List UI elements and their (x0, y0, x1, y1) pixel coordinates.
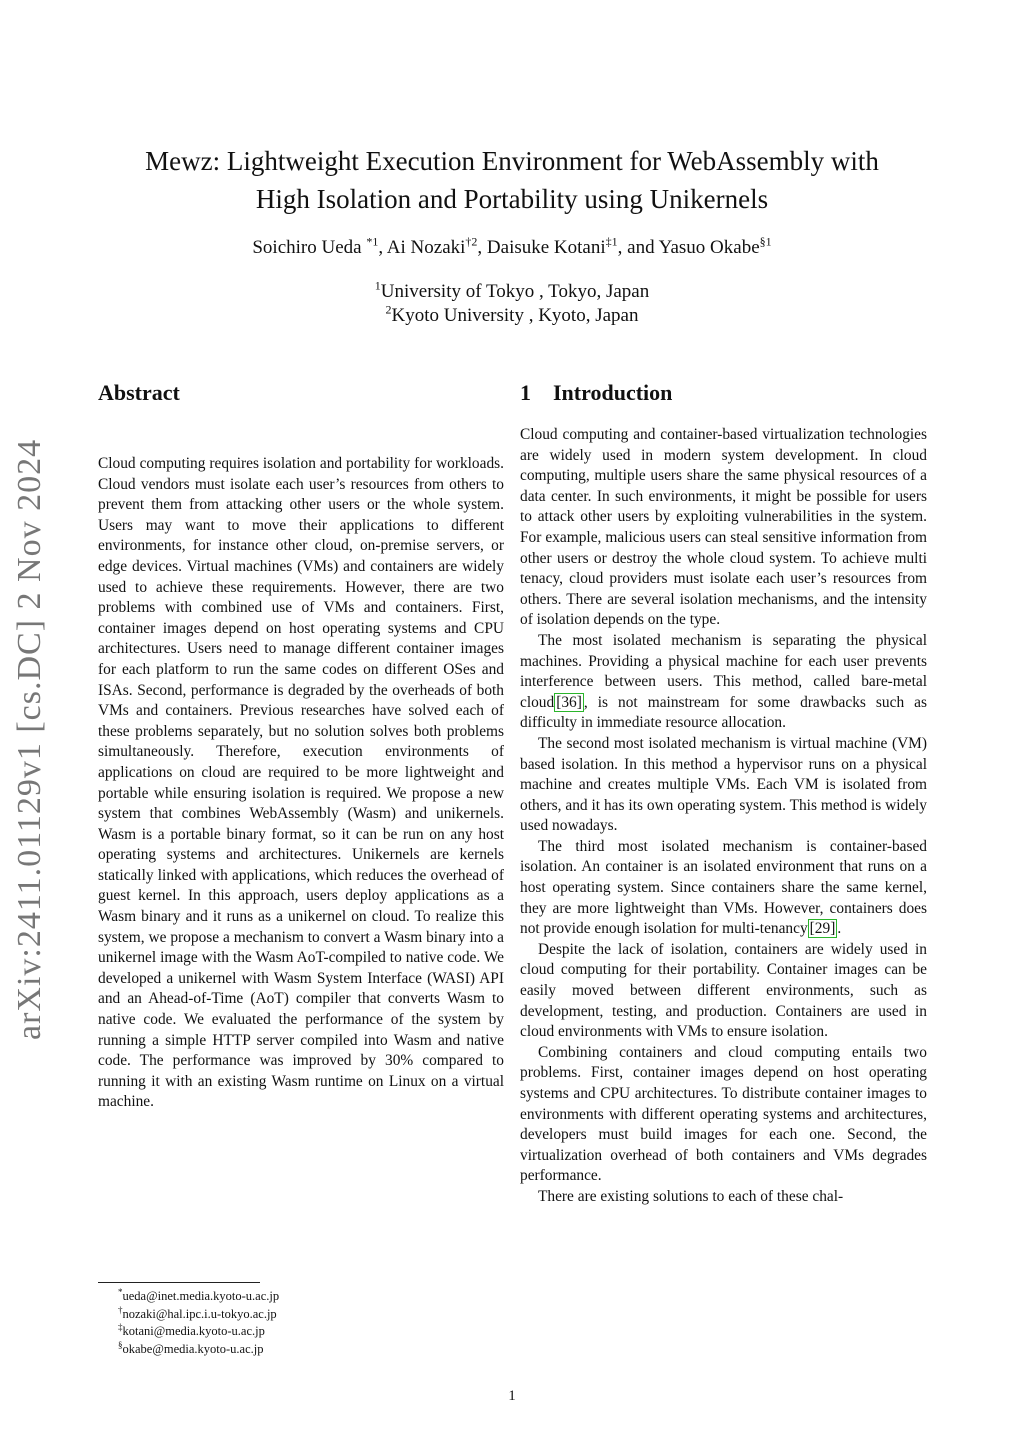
paper-title (90, 142, 934, 218)
author-list (90, 234, 934, 259)
footnote (118, 1341, 279, 1359)
author-name: Yasuo Okabe (658, 237, 760, 258)
author-mark: †2 (465, 234, 478, 249)
footnote-email: okabe@media.kyoto-u.ac.jp (122, 1341, 264, 1356)
intro-paragraph (520, 837, 927, 940)
author-separator: , (378, 237, 387, 258)
citation-link[interactable]: [36] (556, 693, 582, 711)
introduction-body (520, 425, 927, 1208)
intro-paragraph (520, 631, 927, 734)
arxiv-identifier: arXiv:2411.01129v1 [cs.DC] 2 Nov 2024 (11, 438, 48, 1040)
footnote-email: nozaki@hal.ipc.i.u-tokyo.ac.jp (122, 1306, 277, 1321)
affiliation-mark: 1 (374, 278, 381, 293)
affiliation-text: University of Tokyo , Tokyo, Japan (380, 281, 650, 302)
footnote-email: ueda@inet.media.kyoto-u.ac.jp (122, 1289, 280, 1303)
author-conjunction: and (627, 237, 659, 258)
author-mark: §1 (759, 234, 772, 249)
intro-paragraph: There are existing solutions to each of these chal- (538, 1187, 844, 1205)
title-line-2: High Isolation and Portability using Unikernels (255, 184, 769, 214)
intro-text: , is not mainstream for some drawbacks such as difficulty in immediate resource allocation. (520, 693, 927, 732)
intro-paragraph: Combining containers and cloud computing entails two problems. First, container images depend on host operating systems and CPU architectures. To distribute container images to environments with different operating systems and architectures, developers must build images for each one. Second, the virtualization overhead of both containers and VMs degrades performance. (520, 1043, 927, 1185)
abstract-heading: Abstract (98, 380, 180, 405)
affiliation-list (90, 280, 934, 328)
abstract-body (98, 454, 504, 1113)
abstract-paragraph: Cloud computing requires isolation and portability for workloads. Cloud vendors must isolate each user’s resources from others to prevent them from attacking other users or the whole system. Users may want to move their applications to different environments, for instance other cloud, on-premise servers, or edge devices. Virtual machines (VMs) and containers are widely used to achieve these requirements. However, there are two problems with combined use of VMs and containers. First, container images depend on host operating systems and CPU architectures. Users need to manage different container images for each platform to run the same codes on different OSes and ISAs. Second, performance is degraded by the overheads of both VMs and containers. Previous researches have solved each of these problems separately, but no solution solves both problems simultaneously. Therefore, execution environments of applications on cloud are required to be more lightweight and portable while ensuring isolation is required. We propose a new system that combines WebAssembly (Wasm) and unikernels. Wasm is a portable binary format, so it can be run on any host operating systems and architectures. Unikernels are kernels statically linked with applications, which reduces the overhead of guest kernel. In this approach, users deploy applications as a Wasm binary and it runs as a unikernel on cloud. To realize this system, we propose a mechanism to convert a Wasm binary into a unikernel image with the Wasm AoT-compiled to native code. We developed a unikernel with Wasm System Interface (WASI) API and an Ahead-of-Time (AoT) compiler that converts Wasm to native code. We evaluated the performance of the system by running a simple HTTP server compiled into Wasm and native code. The performance was improved by 30% compared to running it with an existing Wasm runtime on Linux on a virtual machine. (98, 455, 504, 1111)
footnote-mark: § (118, 1339, 123, 1350)
arxiv-identifier-sidebar (10, 438, 50, 1040)
introduction-heading (520, 380, 672, 406)
affiliation-mark: 2 (385, 302, 392, 317)
intro-text: The third most isolated mechanism is container-based isolation. An container is an isolated environment that runs on a host operating system. Since containers share the same kernel, they are more lightweight than VMs. However, containers does not provide enough isolation for multi-tenancy (520, 837, 927, 938)
footnote-mark: ‡ (118, 1321, 123, 1332)
intro-paragraph: Cloud computing and container-based virtualization technologies are widely used in modern system development. In cloud computing, multiple users share the same physical resources of a data center. In such environments, it might be possible for users to attack other users by exploiting vulnerabilities in the system. For example, malicious users can steal sensitive information from other users or destroy the whole cloud system. To achieve multi tenacy, cloud providers must isolate each user’s resources from others. There are several isolation mechanisms, and the intensity of isolation depends on the type. (520, 426, 927, 629)
title-line-1: Mewz: Lightweight Execution Environment for WebAssembly with (145, 146, 879, 176)
section-title: Introduction (553, 380, 673, 405)
author-name: Ai Nozaki (386, 237, 466, 258)
footnote-email: kotani@media.kyoto-u.ac.jp (122, 1324, 265, 1338)
citation-link[interactable]: [29] (809, 920, 836, 938)
author-mark: ‡1 (605, 234, 618, 249)
footnote (118, 1306, 279, 1324)
affiliation-text: Kyoto University , Kyoto, Japan (391, 305, 639, 326)
footnote-divider (98, 1282, 260, 1283)
page-number: 1 (508, 1388, 516, 1404)
footnote-mark: † (118, 1304, 123, 1315)
footnote-mark: * (118, 1286, 123, 1297)
author-mark: *1 (366, 234, 379, 249)
intro-paragraph: The second most isolated mechanism is virtual machine (VM) based isolation. In this method a hypervisor runs on a physical machine and creates multiple VMs. Each VM is isolated from others, and it has its own operating system. This method is widely used nowadays. (520, 734, 927, 835)
author-name: Daisuke Kotani (486, 237, 606, 258)
author-separator: , (477, 237, 487, 258)
author-separator: , (617, 237, 628, 258)
footnote (118, 1323, 279, 1341)
footnote (118, 1288, 279, 1306)
intro-text: . (837, 920, 842, 938)
intro-text: The most isolated mechanism is separating the physical machines. Providing a physical machine for each user prevents interference between users. This method, called bare-metal cloud (520, 631, 927, 711)
section-number: 1 (520, 380, 531, 405)
affiliation (90, 280, 934, 304)
footnotes (118, 1288, 279, 1358)
affiliation (90, 304, 934, 328)
author-name: Soichiro Ueda (252, 237, 367, 258)
intro-paragraph: Despite the lack of isolation, containers are widely used in cloud computing for their portability. Container images can be easily moved between different environments, such as development, testing, and production. Containers are used in cloud environments with VMs to ensure isolation. (520, 940, 927, 1041)
